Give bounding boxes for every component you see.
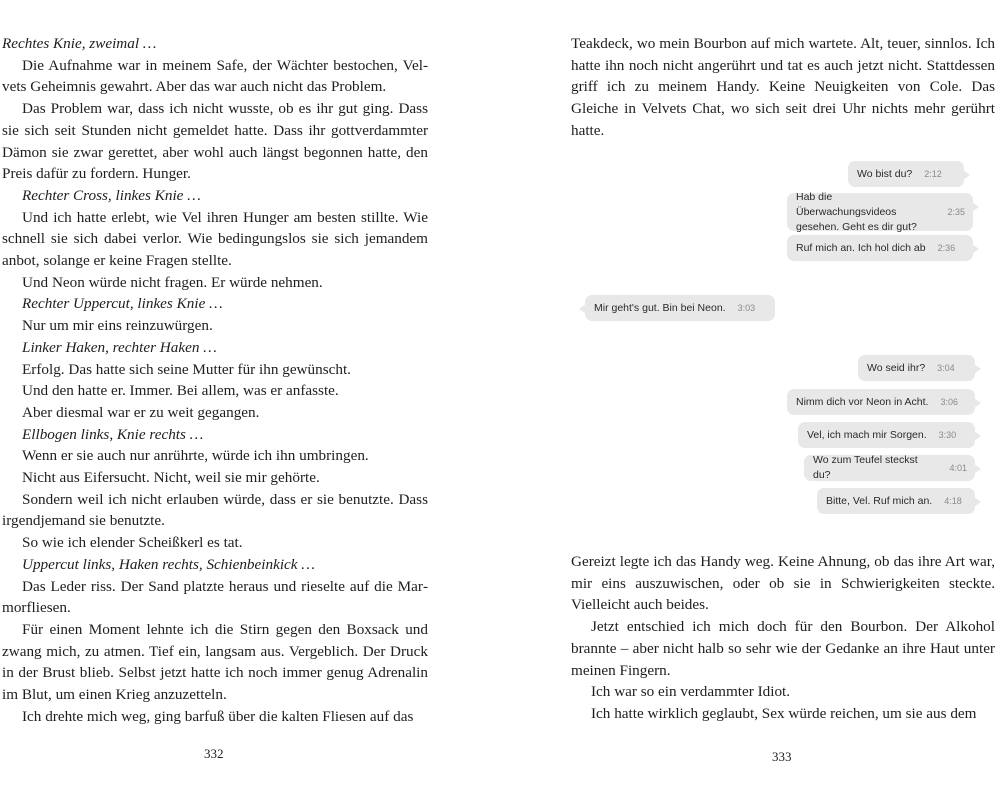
paragraph: Erfolg. Das hatte sich seine Mutter für ihn gewünscht. <box>22 360 351 378</box>
right-page-text-top <box>571 33 995 142</box>
paragraph: Ich drehte mich weg, ging barfuß über die kalten Fliesen auf das <box>22 707 414 725</box>
paragraph: Ich hatte wirklich geglaubt, Sex würde reichen, um sie aus dem <box>591 704 977 722</box>
chat-bubble-incoming <box>585 295 775 321</box>
chat-message-time: 4:18 <box>944 495 962 506</box>
paragraph: Nicht aus Eifersucht. Nicht, weil sie mir gehörte. <box>22 469 320 487</box>
page-number: 333 <box>772 749 792 764</box>
chat-message-time: 3:03 <box>737 302 756 313</box>
paragraph: Jetzt entschied ich mich doch für den Bourbon. Der Alkohol brannte – aber nicht halb so sehr wie der Gedanke an ihre Haut unter meinen Fingern. <box>571 618 995 679</box>
paragraph: Wenn er sie auch nur anrührte, würde ich ihn umbringen. <box>22 447 369 465</box>
paragraph: Und Neon würde nicht fragen. Er würde nehmen. <box>22 273 323 291</box>
chat-bubble-outgoing <box>798 422 975 448</box>
paragraph: Für einen Moment lehnte ich die Stirn gegen den Boxsack und zwang mich, zu atmen. Tief ein, langsam aus. Vergeblich. Der Druck in der Brust blieb. Selbst jetzt hatte ich noch immer genug Adrenalin im Blut, um einen Krieg anzuzetteln. <box>2 620 428 704</box>
paragraph: Und den hatte er. Immer. Bei allem, was er anfasste. <box>22 382 339 400</box>
chat-message-text: Wo bist du? <box>857 167 913 180</box>
paragraph: Uppercut links, Haken rechts, Schienbeinkick … <box>22 555 315 573</box>
paragraph: Rechtes Knie, zweimal … <box>2 35 157 52</box>
paragraph: Teakdeck, wo mein Bourbon auf mich wartete. Alt, teuer, sinnlos. Ich hatte ihn noch nicht angerührt und tat es auch jetzt nicht. Stattdessen griff ich zu meinem Handy. Keine Neuigkeiten von Cole. Das Gleiche in Velvets Chat, wo sich seit drei Uhr nichts mehr gerührt hatte. <box>571 35 995 139</box>
chat-message-text: Wo seid ihr? <box>867 361 926 374</box>
paragraph: Das Problem war, dass ich nicht wusste, ob es ihr gut ging. Dass sie sich seit Stunden nicht gemeldet hatte. Dass ihr gottverdammter Dämon sie zwar gerettet, aber wohl auch längst begonnen hatte, den Preis dafür zu fordern. Hunger. <box>2 100 428 183</box>
page-number: 332 <box>204 746 224 761</box>
right-page-text-bottom <box>571 551 995 725</box>
chat-message-text: Bitte, Vel. Ruf mich an. <box>826 494 933 507</box>
chat-message-time: 3:30 <box>938 429 957 440</box>
paragraph: Rechter Cross, linkes Knie … <box>22 186 201 204</box>
chat-bubble-outgoing <box>787 389 975 415</box>
paragraph: Nur um mir eins reinzuwürgen. <box>22 317 213 335</box>
paragraph: Ich war so ein verdammter Idiot. <box>591 683 791 701</box>
chat-message-time: 3:06 <box>940 396 958 407</box>
chat-bubble-outgoing <box>817 488 975 514</box>
paragraph: So wie ich elender Scheißkerl es tat. <box>22 534 243 552</box>
paragraph: Linker Haken, rechter Haken … <box>22 338 217 356</box>
chat-bubble-outgoing <box>787 235 973 261</box>
paragraph: Und ich hatte erlebt, wie Vel ihren Hunger am besten stillte. Wie schnell sie sich dabei verlor. Wie bedingungslos sie sich jemandem anbot, solange er keine Fragen stellte. <box>2 208 428 270</box>
paragraph: Ellbogen links, Knie rechts … <box>22 425 204 443</box>
chat-message-text: Mir geht's gut. Bin bei Neon. <box>594 301 726 314</box>
chat-message-time: 2:36 <box>937 242 956 253</box>
paragraph: Rechter Uppercut, linkes Knie … <box>22 295 223 313</box>
left-page-text <box>2 33 428 728</box>
chat-message-time: 2:12 <box>924 168 942 179</box>
paragraph: Gereizt legte ich das Handy weg. Keine Ahnung, ob das ihre Art war, mir eins auszuwischen, oder ob sie in Schwierigkeiten steckte. Vielleicht auch beides. <box>571 553 995 614</box>
chat-message-text: Ruf mich an. Ich hol dich ab <box>796 241 926 254</box>
paragraph: Das Leder riss. Der Sand platzte heraus und rieselte auf die Marmorfliesen. <box>2 577 428 617</box>
chat-bubble-outgoing <box>804 455 975 481</box>
chat-message-text: Vel, ich mach mir Sorgen. <box>807 428 927 441</box>
chat-bubble-outgoing <box>848 161 964 187</box>
chat-message-text: Wo zum Teufel steckst du? <box>813 454 918 481</box>
paragraph: Die Aufnahme war in meinem Safe, der Wächter bestochen, Velvets Geheimnis gewahrt. Aber das war auch nicht das Problem. <box>2 56 428 96</box>
chat-message-time: 2:35 <box>947 206 965 217</box>
chat-message-text: Nimm dich vor Neon in Acht. <box>796 395 929 408</box>
chat-message-text: Hab die Überwachungsvideos gesehen. Geht es dir gut? <box>796 190 917 233</box>
chat-bubble-outgoing <box>858 355 975 381</box>
chat-message-time: 4:01 <box>949 462 967 473</box>
paragraph: Aber diesmal war er zu weit gegangen. <box>22 403 260 421</box>
chat-message-time: 3:04 <box>937 362 955 373</box>
paragraph: Sondern weil ich nicht erlauben würde, dass er sie benutzte. Dass irgendjemand sie benutzte. <box>2 490 428 530</box>
chat-bubble-outgoing <box>787 190 973 233</box>
right-page <box>500 0 1000 800</box>
